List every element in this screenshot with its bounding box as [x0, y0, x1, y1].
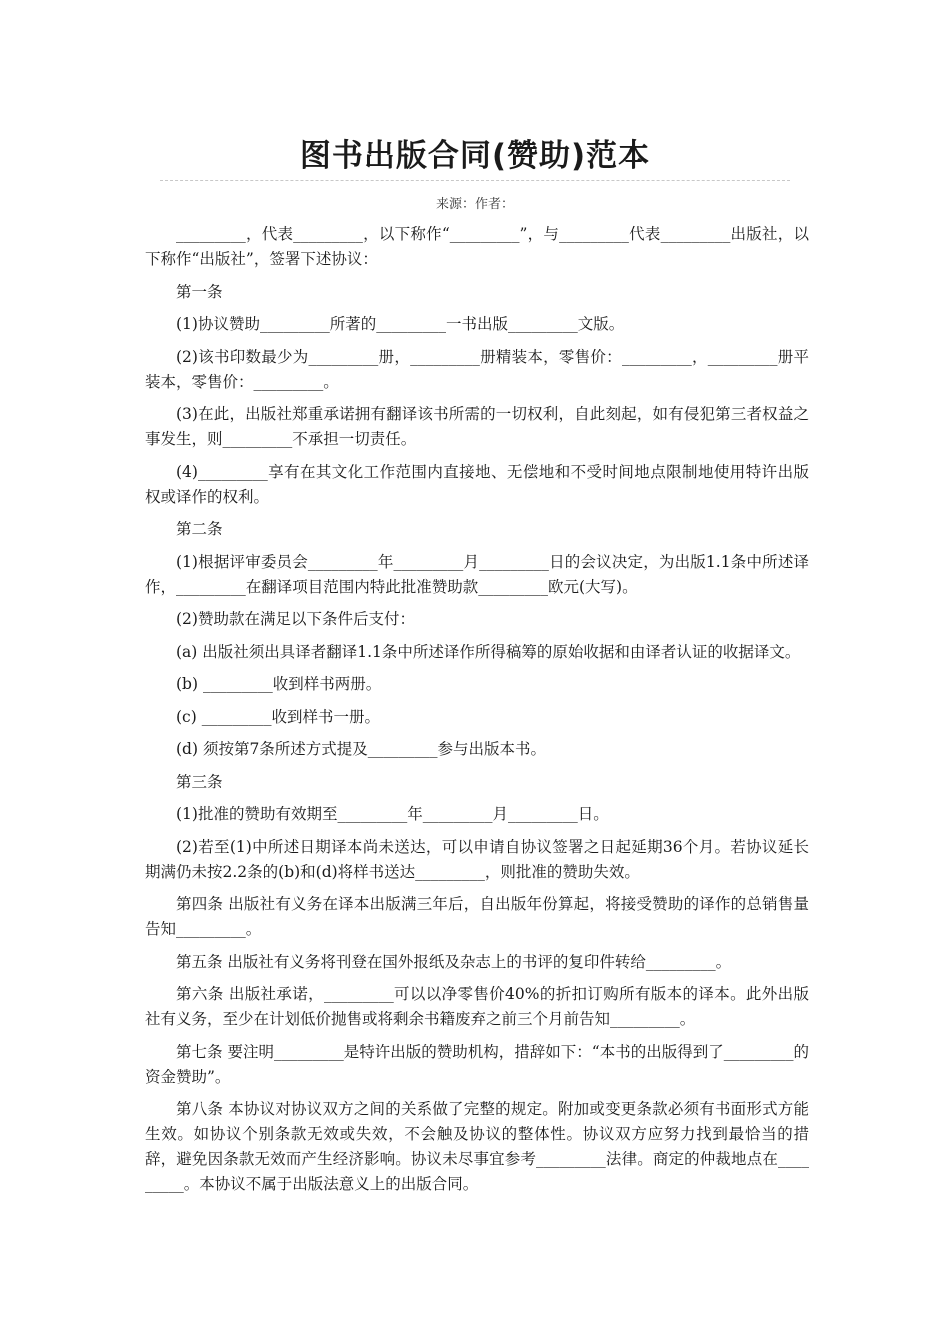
contract-body — [145, 222, 809, 1205]
article-paragraph: 第六条 出版社承诺，_________可以以净零售价40%的折扣订购所有版本的译本。此外出版社有义务，至少在计划低价抛售或将剩余书籍废弃之前三个月前告知_________。 — [145, 985, 809, 1028]
source-line: 来源：作者： — [435, 197, 514, 212]
article-heading: 第三条 — [176, 772, 223, 791]
clause-paragraph: (1)协议赞助_________所著的_________一书出版_________文版。 — [176, 315, 625, 333]
title-divider — [160, 180, 790, 181]
clause-paragraph: (1)批准的赞助有效期至_________年_________月_________日。 — [176, 805, 609, 823]
article-paragraph: 第五条 出版社有义务将刊登在国外报纸及杂志上的书评的复印件转给_________。 — [176, 952, 732, 971]
article-paragraph: 第四条 出版社有义务在译本出版满三年后，自出版年份算起，将接受赞助的译作的总销售量告知_________。 — [145, 895, 809, 938]
clause-paragraph: (4)_________享有在其文化工作范围内直接地、无偿地和不受时间地点限制地使用特许出版权或译作的权利。 — [145, 462, 809, 506]
article-heading: 第一条 — [176, 282, 223, 301]
clause-paragraph: (1)根据评审委员会_________年_________月_________日的会议决定，为出版1.1条中所述译作，_________在翻译项目范围内特此批准赞助款_________欧元(大写)。 — [145, 552, 809, 596]
sub-clause-paragraph: (b) _________收到样书两册。 — [176, 675, 382, 693]
document-title: 图书出版合同(赞助)范本 — [299, 138, 651, 174]
clause-paragraph: (2)赞助款在满足以下条件后支付： — [176, 610, 415, 628]
preamble-paragraph: _________，代表_________，以下称作“_________”，与_________代表_________出版社，以下称作“出版社”，签署下述协议： — [145, 225, 809, 268]
article-heading: 第二条 — [176, 520, 223, 538]
sub-clause-paragraph: (d) 须按第7条所述方式提及_________参与出版本书。 — [176, 740, 547, 758]
article-paragraph: 第八条 本协议对协议双方之间的关系做了完整的规定。附加或变更条款必须有书面形式方能生效。如协议个别条款无效或失效，不会触及协议的整体性。协议双方应努力找到最恰当的措辞，避免因条款无效而产生经济影响。协议未尽事宜参考_________法律。商定的仲裁地点在_________。本协议不属于出版法意义上的出版合同。 — [145, 1100, 809, 1193]
clause-paragraph: (2)该书印数最少为_________册，_________册精装本，零售价：_________，_________册平装本，零售价：_________。 — [145, 347, 809, 391]
sub-clause-paragraph: (c) _________收到样书一册。 — [176, 707, 380, 726]
sub-clause-paragraph: (a) 出版社须出具译者翻译1.1条中所述译作所得稿筹的原始收据和由译者认证的收据译文。 — [176, 642, 801, 661]
clause-paragraph: (2)若至(1)中所述日期译本尚未送达，可以申请自协议签署之日起延期36个月。若协议延长期满仍未按2.2条的(b)和(d)将样书送达_________，则批准的赞助失效。 — [145, 837, 809, 881]
clause-paragraph: (3)在此，出版社郑重承诺拥有翻译该书所需的一切权利，自此刻起，如有侵犯第三者权益之事发生，则_________不承担一切责任。 — [145, 405, 809, 448]
article-paragraph: 第七条 要注明_________是特许出版的赞助机构，措辞如下：“本书的出版得到了_________的资金赞助”。 — [145, 1042, 809, 1086]
